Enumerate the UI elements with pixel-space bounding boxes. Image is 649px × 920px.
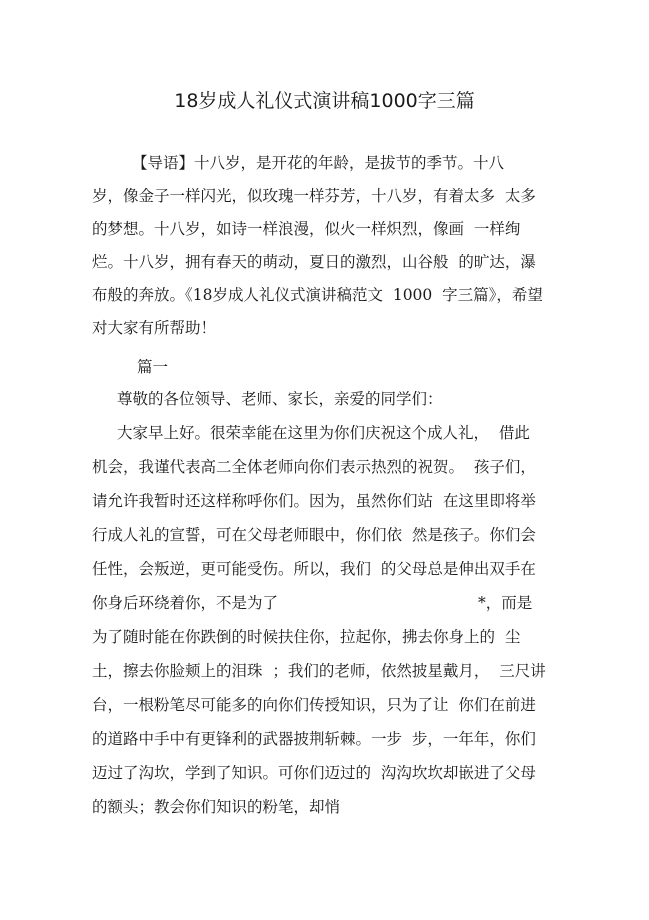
paragraph-line: 你身后环绕着你，不是为了	[92, 594, 279, 612]
paragraph-line: 烂。十八岁，拥有春天的萌动，夏日的激烈，山谷般 的旷达，瀑	[92, 253, 536, 271]
paragraph-line: 【导语】十八岁，是开花的年龄，是拔节的季节。十八	[132, 154, 505, 172]
paragraph-line: 岁，像金子一样闪光，似玫瑰一样芬芳，十八岁，有着太多 太多	[92, 187, 536, 205]
paragraph-line: 任性，会叛逆，更可能受伤。所以，我们 的父母总是伸出双手在	[92, 560, 536, 578]
paragraph-line: 为了随时能在你跌倒的时候扶住你，拉起你，拂去你身上的 尘	[92, 628, 521, 646]
paragraph-line: 的梦想。十八岁，如诗一样浪漫，似火一样炽烈，像画 一样绚	[92, 220, 521, 238]
paragraph-line: 布般的奔放。《18岁成人礼仪式演讲稿范文 1000 字三篇》，希望	[92, 286, 543, 304]
paragraph-line: 对大家有所帮助！	[92, 319, 217, 337]
paragraph-line: 土，擦去你脸颊上的泪珠 ；我们的老师，依然披星戴月， 三尺讲	[92, 662, 546, 680]
paragraph-line: 的道路中手中有更锋利的武器披荆斩棘。一步 步，一年年，你们	[92, 730, 536, 748]
salutation: 尊敬的各位领导、老师、家长，亲爱的同学们：	[117, 390, 443, 408]
paragraph-line: 台，一根粉笔尽可能多的向你们传授知识，只为了让 你们在前进	[92, 696, 536, 714]
paragraph-line: 机会，我谨代表高二全体老师向你们表示热烈的祝贺。 孩子们，	[92, 458, 536, 476]
paragraph-line: 行成人礼的宣誓，可在父母老师眼中，你们依 然是孩子。你们会	[92, 526, 536, 544]
paragraph-line: 迈过了沟坎，学到了知识。可你们迈过的 沟沟坎坎却嵌进了父母	[92, 764, 536, 782]
paragraph-line: 的额头；教会你们知识的粉笔，却悄	[92, 798, 341, 816]
paragraph-line-tail: *，而是	[478, 594, 533, 612]
section-heading: 篇一	[137, 358, 169, 376]
paragraph-line: 大家早上好。很荣幸能在这里为你们庆祝这个成人礼， 借此	[117, 424, 530, 442]
paragraph-line: 请允许我暂时还这样称呼你们。因为，虽然你们站 在这里即将举	[92, 492, 536, 510]
document-title: 18岁成人礼仪式演讲稿1000字三篇	[174, 90, 475, 112]
